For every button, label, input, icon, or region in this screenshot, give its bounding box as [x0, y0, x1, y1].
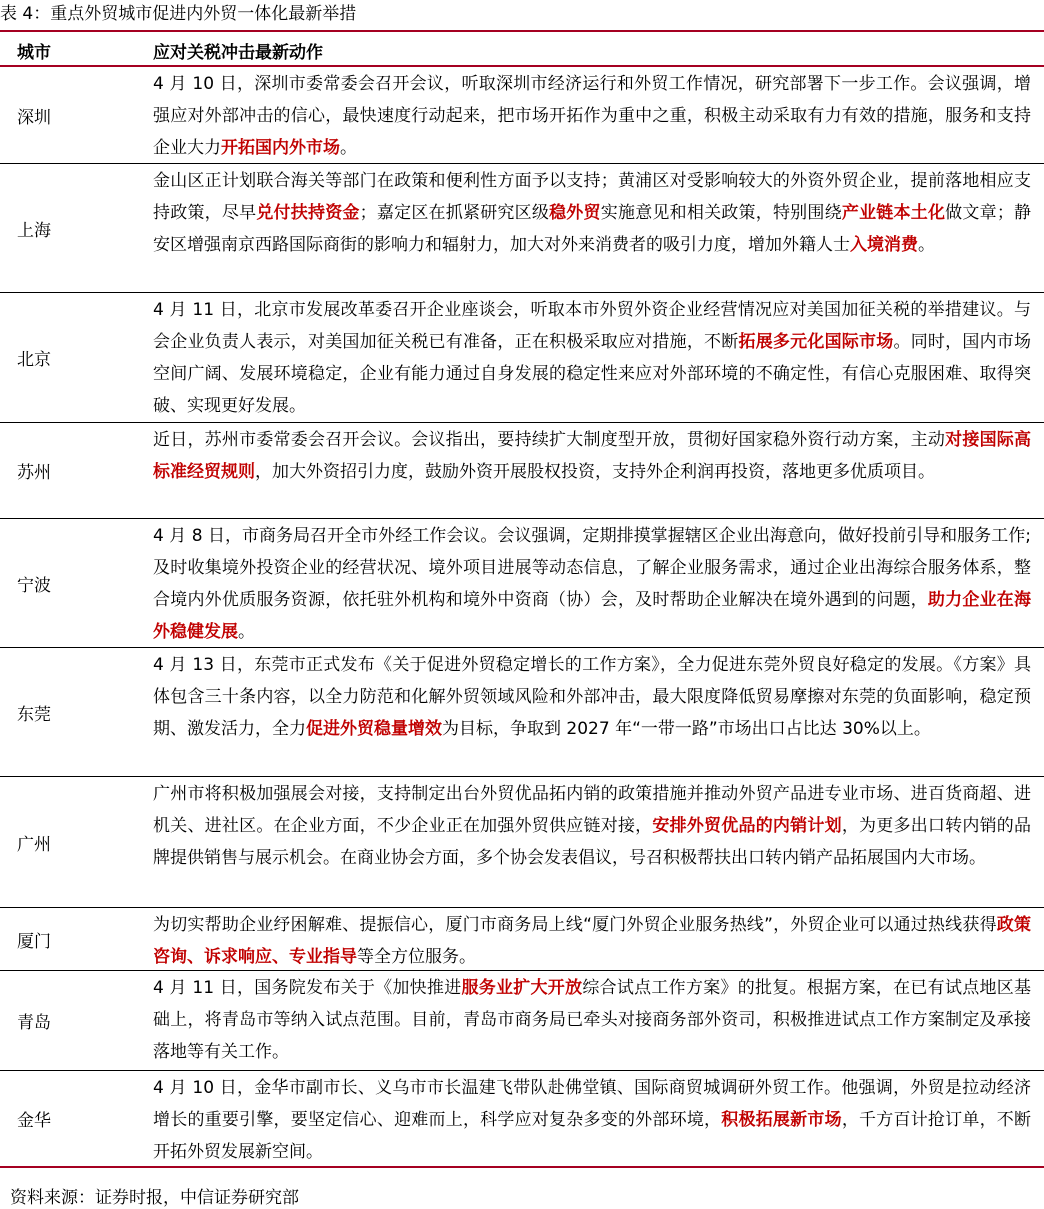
description-text: 实施意见和相关政策，特别围绕	[600, 203, 842, 223]
description-text: 4 月 8 日，市商务局召开全市外经工作会议。会议强调，定期排摸掌握辖区企业出海意向，做好投前引导和服务工作;及时收集境外投资企业的经营状况、境外项目进展等动态信息，了解企业服务需求，通过企业出海综合服务体系，整合境内外优质服务资源，依托驻外机构和境外中资商（协）会，及时帮助企业解决在境外遇到的问题，	[153, 526, 1031, 610]
highlight-text: 兑付扶持资金	[256, 203, 360, 223]
highlight-text: 促进外贸稳量增效	[306, 719, 442, 739]
row-description	[153, 777, 1031, 875]
description-text: 广州市将积极加强展会对接，支持制定出台外贸优品拓内销的政策措施并推动外贸产品进专业市场、进百货商超、进机关、进社区。在企业方面，不少企业正在加强外贸供应链对接，	[153, 784, 1031, 836]
description-text: 。	[238, 622, 255, 642]
highlight-text: 稳外贸	[549, 203, 601, 223]
row-description	[153, 67, 1031, 165]
table-row	[0, 1071, 1044, 1168]
highlight-text: 开拓国内外市场	[221, 138, 340, 158]
table-body	[0, 67, 1044, 1168]
description-text: ，为更多出口转内销的品牌提供销售与展示机会。在商业协会方面，多个协会发表倡议，号召积极帮扶出口转内销产品拓展国内大市场。	[153, 816, 1032, 868]
row-description	[153, 1071, 1031, 1169]
description-text: 。	[918, 235, 935, 255]
measures-table	[0, 30, 1044, 1168]
header-action: 应对关税冲击最新动作	[153, 43, 323, 63]
header-city: 城市	[17, 43, 51, 63]
source-note: 资料来源：证券时报，中信证券研究部	[10, 1188, 299, 1208]
description-text: 4 月 11 日，北京市发展改革委召开企业座谈会，听取本市外贸外资企业经营情况应对美国加征关税的举措建议。与会企业负责人表示，对美国加征关税已有准备，正在积极采取应对措施，不断	[153, 300, 1031, 352]
table-row	[0, 519, 1044, 648]
description-text: 4 月 13 日，东莞市正式发布《关于促进外贸稳定增长的工作方案》，全力促进东莞外贸良好稳定的发展。《方案》具体包含三十条内容，以全力防范和化解外贸领域风险和外部冲击，最大限度降低贸易摩擦对东莞的负面影响，稳定预期、激发活力，全力	[153, 655, 1031, 739]
description-text: 4 月 10 日，深圳市委常委会召开会议，听取深圳市经济运行和外贸工作情况，研究部署下一步工作。会议强调，增强应对外部冲击的信心，最快速度行动起来，把市场开拓作为重中之重，积极主动采取有力有效的措施，服务和支持企业大力	[153, 74, 1031, 158]
row-description	[153, 908, 1031, 974]
row-description	[153, 648, 1031, 746]
description-text: 金山区正计划联合海关等部门在政策和便利性方面予以支持；黄浦区对受影响较大的外资外贸企业，提前落地相应支持政策，尽早	[153, 171, 1031, 223]
row-city: 苏州	[17, 463, 51, 483]
description-text: 4 月 10 日，金华市副市长、义乌市市长温建飞带队赴佛堂镇、国际商贸城调研外贸工作。他强调，外贸是拉动经济增长的重要引擎，要坚定信心、迎难而上，科学应对复杂多变的外部环境，	[153, 1078, 1031, 1130]
table-row	[0, 423, 1044, 519]
row-description	[153, 971, 1031, 1069]
highlight-text: 助力企业在海外稳健发展	[153, 590, 1032, 642]
description-text: 综合试点工作方案》的批复。根据方案，在已有试点地区基础上，将青岛市等纳入试点范围。目前，青岛市商务局已牵头对接商务部外资司，积极推进试点工作方案制定及承接落地等有关工作。	[153, 978, 1032, 1062]
row-description	[153, 293, 1031, 423]
highlight-text: 政策咨询、诉求响应、专业指导	[153, 915, 1032, 967]
description-text: 。同时，国内市场空间广阔、发展环境稳定，企业有能力通过自身发展的稳定性来应对外部环境的不确定性，有信心克服困难、取得突破、实现更好发展。	[153, 332, 1032, 416]
table-row	[0, 67, 1044, 164]
table-header	[0, 30, 1044, 67]
table-row	[0, 293, 1044, 423]
row-description	[153, 423, 1031, 489]
description-text: ；嘉定区在抓紧研究区级	[359, 203, 550, 223]
row-description	[153, 519, 1031, 649]
description-text: 等全方位服务。	[357, 947, 476, 967]
table-row	[0, 777, 1044, 908]
highlight-text: 产业链本土化	[841, 203, 946, 223]
description-text: ，加大外资招引力度，鼓励外资开展股权投资，支持外企利润再投资，落地更多优质项目。	[255, 462, 935, 482]
table-row	[0, 164, 1044, 293]
highlight-text: 入境消费	[850, 235, 918, 255]
description-text: ，千方百计抢订单，不断开拓外贸发展新空间。	[153, 1110, 1032, 1162]
description-text: 为目标，争取到 2027 年“一带一路”市场出口占比达 30%以上。	[442, 719, 931, 739]
highlight-text: 安排外贸优品的内销计划	[652, 816, 842, 836]
row-description	[153, 164, 1031, 262]
row-city: 深圳	[17, 107, 51, 128]
table-row	[0, 971, 1044, 1071]
row-city: 上海	[17, 220, 51, 241]
description-text: 做文章；静安区增强南京西路国际商街的影响力和辐射力，加大对外来消费者的吸引力度，增加外籍人士	[153, 203, 1032, 255]
row-city: 东莞	[17, 704, 51, 725]
row-city: 北京	[17, 350, 51, 370]
description-text: 近日，苏州市委常委会召开会议。会议指出，要持续扩大制度型开放，贯彻好国家稳外资行动方案，主动	[153, 430, 946, 450]
row-city: 厦门	[17, 931, 51, 952]
highlight-text: 对接国际高标准经贸规则	[153, 430, 1032, 482]
highlight-text: 拓展多元化国际市场	[738, 332, 894, 352]
highlight-text: 服务业扩大开放	[461, 978, 583, 998]
row-city: 金华	[17, 1111, 51, 1131]
row-city: 宁波	[17, 575, 51, 596]
table-row	[0, 648, 1044, 777]
row-city: 青岛	[17, 1013, 51, 1033]
description-text: 。	[340, 138, 357, 158]
table-row	[0, 908, 1044, 971]
highlight-text: 积极拓展新市场	[721, 1110, 842, 1130]
description-text: 为切实帮助企业纾困解难、提振信心，厦门市商务局上线“厦门外贸企业服务热线”，外贸企业可以通过热线获得	[153, 915, 997, 935]
table-caption: 表 4：重点外贸城市促进内外贸一体化最新举措	[0, 4, 357, 24]
row-city: 广州	[17, 834, 51, 855]
description-text: 4 月 11 日，国务院发布关于《加快推进	[153, 978, 462, 998]
